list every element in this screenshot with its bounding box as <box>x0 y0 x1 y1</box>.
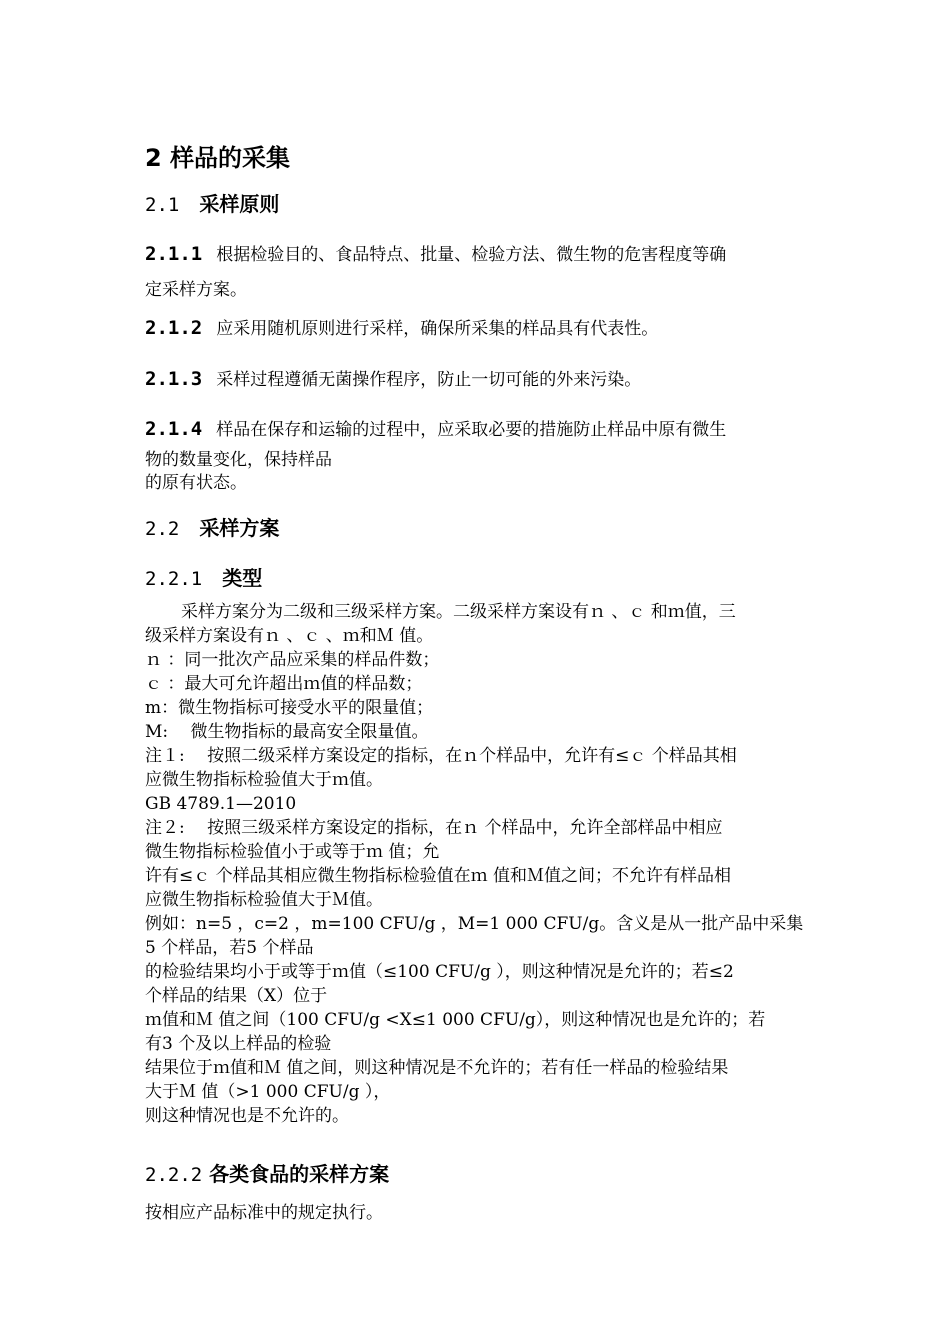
clause-text-line2: 物的数量变化，保持样品 <box>145 450 332 470</box>
heading-title: 采样原则 <box>199 192 280 216</box>
heading-number: 2.1 <box>145 194 180 216</box>
example-line: 有3 个及以上样品的检验 <box>145 1034 332 1054</box>
clause-2-1-3 <box>145 365 810 390</box>
clause-text: 应采用随机原则进行采样，确保所采集的样品具有代表性。 <box>216 319 659 339</box>
note-line: 应微生物指标检验值大于Ｍ值。 <box>145 890 383 910</box>
clause-number: 2.1.2 <box>145 317 203 339</box>
body-line: m：微生物指标可接受水平的限量值； <box>145 698 434 718</box>
clause-number: 2.1.3 <box>145 368 203 390</box>
subsection-heading-2-2-2 <box>145 1158 810 1187</box>
heading-title: 各类食品的采样方案 <box>209 1162 390 1186</box>
clause-2-1-2 <box>145 314 810 339</box>
note-line: 许有≤ｃ 个样品其相应微生物指标检验值在ｍ 值和Ｍ值之间；不允许有样品相 <box>145 866 732 886</box>
body-line: ｎ ：同一批次产品应采集的样品件数； <box>145 650 440 670</box>
clause-number: 2.1.4 <box>145 418 203 440</box>
note-line: 微生物指标检验值小于或等于ｍ 值；允 <box>145 842 440 862</box>
example-line: ｍ值和Ｍ 值之间（100 CFU/g <X≤1 000 CFU/g），则这种情况也是允许的；若 <box>145 1010 766 1030</box>
section-heading <box>145 138 810 173</box>
subsection-heading-2-2 <box>145 512 810 541</box>
standard-code: GB 4789.1—2010 <box>145 794 297 814</box>
heading-number: 2.2.1 <box>145 568 203 590</box>
example-line: 大于Ｍ 值（>1 000 CFU/g ）， <box>145 1082 391 1102</box>
subsection-heading-2-2-1 <box>145 562 810 591</box>
heading-number: 2.2 <box>145 518 180 540</box>
clause-text: 样品在保存和运输的过程中，应采取必要的措施防止样品中原有微生 <box>216 420 727 440</box>
note-line: 注２: 按照三级采样方案设定的指标，在ｎ 个样品中，允许全部样品中相应 <box>145 818 723 838</box>
example-line: 的检验结果均小于或等于ｍ值（≤100 CFU/g ），则这种情况是允许的；若≤2 <box>145 962 734 982</box>
note-line: 注１: 按照二级采样方案设定的指标，在ｎ个样品中，允许有≤ｃ 个样品其相 <box>145 746 737 766</box>
example-line: 例如：n=5 ，c=2 ，m=100 CFU/g ，M=1 000 CFU/g。含义是从一批产品中采集 <box>145 914 804 934</box>
body-line: ｃ ：最大可允许超出ｍ值的样品数； <box>145 674 423 694</box>
section-number: 2 <box>145 144 162 172</box>
body-line: 级采样方案设有ｎ 、ｃ 、ｍ和Ｍ 值。 <box>145 626 434 646</box>
body-line: M: 微生物指标的最高安全限量值。 <box>145 722 429 742</box>
subsection-heading-2-1 <box>145 188 810 217</box>
section-title: 样品的采集 <box>170 144 291 172</box>
example-line: 个样品的结果（X）位于 <box>145 986 328 1006</box>
body-line: 采样方案分为二级和三级采样方案。二级采样方案设有ｎ 、ｃ 和ｍ值，三 <box>181 602 736 622</box>
clause-2-1-1 <box>145 240 810 300</box>
heading-title: 类型 <box>222 566 263 590</box>
clause-number: 2.1.1 <box>145 243 203 265</box>
note-line: 应微生物指标检验值大于ｍ值。 <box>145 770 383 790</box>
heading-title: 采样方案 <box>199 516 280 540</box>
clause-2-2-2-text: 按相应产品标准中的规定执行。 <box>145 1203 383 1223</box>
clause-2-1-4 <box>145 415 810 494</box>
example-line: 结果位于ｍ值和Ｍ 值之间，则这种情况是不允许的；若有任一样品的检验结果 <box>145 1058 729 1078</box>
clause-text-line3: 的原有状态。 <box>145 473 247 493</box>
sampling-plan-body <box>145 600 810 1128</box>
clause-text: 根据检验目的、食品特点、批量、检验方法、微生物的危害程度等确 <box>216 245 727 265</box>
clause-text-continued: 定采样方案。 <box>145 280 247 300</box>
example-line: 则这种情况也是不允许的。 <box>145 1106 349 1126</box>
heading-number: 2.2.2 <box>145 1164 203 1186</box>
example-line: 5 个样品，若5 个样品 <box>145 938 314 958</box>
clause-text: 采样过程遵循无菌操作程序，防止一切可能的外来污染。 <box>216 370 642 390</box>
